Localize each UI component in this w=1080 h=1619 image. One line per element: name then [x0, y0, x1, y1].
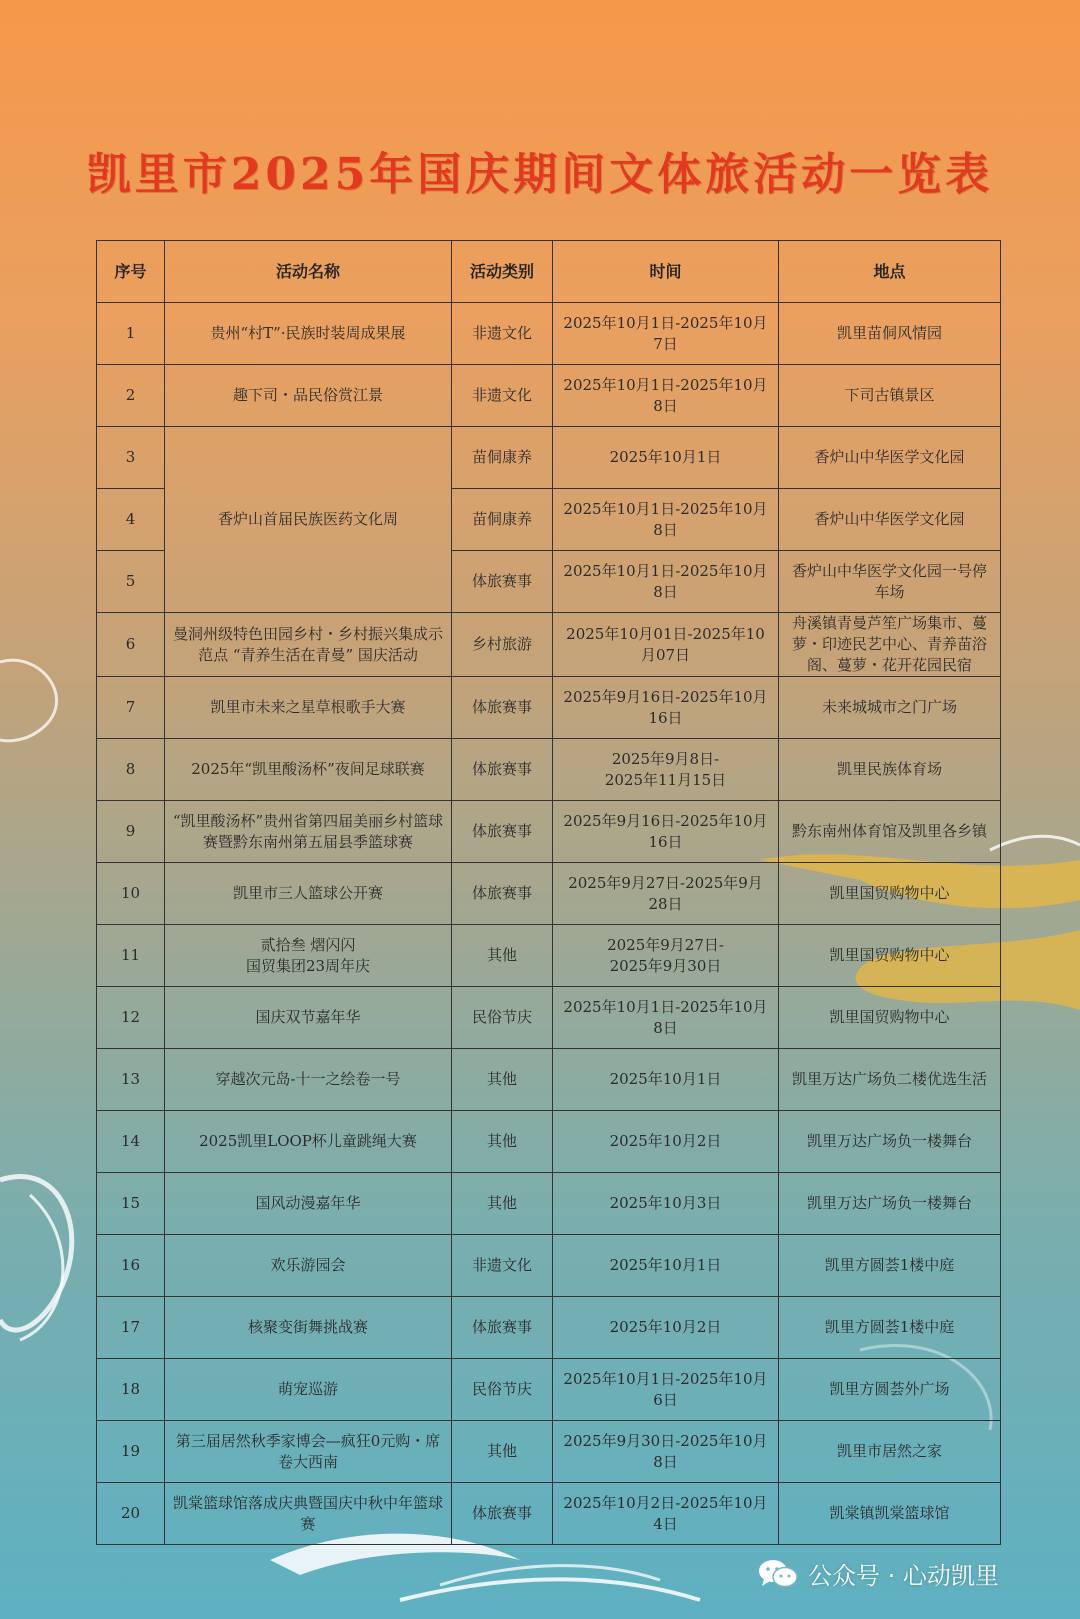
row-time-cell: 2025年9月16日-2025年10月16日: [553, 801, 779, 863]
row-name-cell: 核聚变街舞挑战赛: [165, 1297, 452, 1359]
table-row: [97, 1049, 1001, 1111]
table-row: [97, 1111, 1001, 1173]
page-title: 凯里市2025年国庆期间文体旅活动一览表: [86, 149, 994, 200]
row-seq-cell: 7: [97, 677, 165, 739]
row-time-cell: 2025年10月1日-2025年10月7日: [553, 303, 779, 365]
row-category-cell: 乡村旅游: [452, 613, 553, 677]
row-name-cell: 穿越次元岛-十一之绘卷一号: [165, 1049, 452, 1111]
row-time-cell: 2025年9月30日-2025年10月8日: [553, 1421, 779, 1483]
row-place-cell: 凯里国贸购物中心: [779, 863, 1001, 925]
row-time-cell: 2025年10月1日-2025年10月8日: [553, 489, 779, 551]
row-seq-cell: 10: [97, 863, 165, 925]
row-time-cell: 2025年10月1日-2025年10月8日: [553, 365, 779, 427]
row-category-cell: 非遗文化: [452, 365, 553, 427]
table-row: [97, 925, 1001, 987]
row-category-cell: 体旅赛事: [452, 863, 553, 925]
wechat-icon: [758, 1558, 798, 1590]
row-place-cell: 凯里万达广场负二楼优选生活: [779, 1049, 1001, 1111]
row-seq-cell: 8: [97, 739, 165, 801]
row-time-cell: 2025年9月16日-2025年10月16日: [553, 677, 779, 739]
row-name-cell: 凯里市三人篮球公开赛: [165, 863, 452, 925]
column-header-category: 活动类别: [452, 241, 553, 303]
row-place-cell: 凯里万达广场负一楼舞台: [779, 1173, 1001, 1235]
row-place-cell: 凯里方圆荟1楼中庭: [779, 1235, 1001, 1297]
row-place-cell: 凯里方圆荟外广场: [779, 1359, 1001, 1421]
row-time-cell: 2025年10月2日-2025年10月4日: [553, 1483, 779, 1545]
watermark: [758, 1556, 999, 1591]
row-category-cell: 体旅赛事: [452, 801, 553, 863]
row-place-cell: 黔东南州体育馆及凯里各乡镇: [779, 801, 1001, 863]
activity-table: [96, 240, 1001, 1545]
table-row: [97, 365, 1001, 427]
column-header-seq: 序号: [97, 241, 165, 303]
column-header-place: 地点: [779, 241, 1001, 303]
row-seq-cell: 14: [97, 1111, 165, 1173]
row-category-cell: 非遗文化: [452, 1235, 553, 1297]
table-row: [97, 863, 1001, 925]
left-wave-top: [0, 660, 57, 741]
row-seq-cell: 6: [97, 613, 165, 677]
column-header-time: 时间: [553, 241, 779, 303]
row-place-cell: 凯棠镇凯棠篮球馆: [779, 1483, 1001, 1545]
row-category-cell: 其他: [452, 1111, 553, 1173]
row-place-cell: 凯里市居然之家: [779, 1421, 1001, 1483]
table-row: [97, 303, 1001, 365]
row-category-cell: 其他: [452, 925, 553, 987]
row-seq-cell: 11: [97, 925, 165, 987]
table-row: [97, 1297, 1001, 1359]
table-row: [97, 987, 1001, 1049]
row-time-cell: 2025年10月1日-2025年10月8日: [553, 551, 779, 613]
row-name-cell: 2025凯里LOOP杯儿童跳绳大赛: [165, 1111, 452, 1173]
row-category-cell: 苗侗康养: [452, 427, 553, 489]
table-row: [97, 427, 1001, 489]
row-name-cell: 2025年“凯里酸汤杯”夜间足球联赛: [165, 739, 452, 801]
row-time-cell: 2025年10月1日-2025年10月8日: [553, 987, 779, 1049]
row-place-cell: 凯里国贸购物中心: [779, 925, 1001, 987]
row-time-cell: 2025年10月1日: [553, 1235, 779, 1297]
table-body: [97, 303, 1001, 1545]
row-name-cell: 国风动漫嘉年华: [165, 1173, 452, 1235]
table-header-row: [97, 241, 1001, 303]
row-name-cell: 欢乐游园会: [165, 1235, 452, 1297]
row-name-cell: 凯里市未来之星草根歌手大赛: [165, 677, 452, 739]
row-place-cell: 凯里方圆荟1楼中庭: [779, 1297, 1001, 1359]
table-row: [97, 1235, 1001, 1297]
row-time-cell: 2025年9月27日- 2025年9月30日: [553, 925, 779, 987]
table-row: [97, 1359, 1001, 1421]
row-name-cell: 国庆双节嘉年华: [165, 987, 452, 1049]
row-seq-cell: 18: [97, 1359, 165, 1421]
row-seq-cell: 1: [97, 303, 165, 365]
row-time-cell: 2025年9月8日- 2025年11月15日: [553, 739, 779, 801]
row-time-cell: 2025年10月1日: [553, 427, 779, 489]
row-seq-cell: 9: [97, 801, 165, 863]
row-seq-cell: 2: [97, 365, 165, 427]
row-place-cell: 凯里苗侗风情园: [779, 303, 1001, 365]
row-category-cell: 其他: [452, 1421, 553, 1483]
row-seq-cell: 17: [97, 1297, 165, 1359]
table-row: [97, 677, 1001, 739]
row-time-cell: 2025年10月2日: [553, 1111, 779, 1173]
row-name-cell: “凯里酸汤杯”贵州省第四届美丽乡村篮球赛暨黔东南州第五届县季篮球赛: [165, 801, 452, 863]
row-seq-cell: 4: [97, 489, 165, 551]
row-category-cell: 体旅赛事: [452, 1297, 553, 1359]
row-place-cell: 香炉山中华医学文化园一号停车场: [779, 551, 1001, 613]
row-place-cell: 未来城城市之门广场: [779, 677, 1001, 739]
row-category-cell: 体旅赛事: [452, 739, 553, 801]
row-seq-cell: 20: [97, 1483, 165, 1545]
row-name-cell: 萌宠巡游: [165, 1359, 452, 1421]
row-category-cell: 民俗节庆: [452, 987, 553, 1049]
row-time-cell: 2025年10月3日: [553, 1173, 779, 1235]
row-place-cell: 香炉山中华医学文化园: [779, 489, 1001, 551]
table-row: [97, 1421, 1001, 1483]
row-name-cell: 趣下司・品民俗赏江景: [165, 365, 452, 427]
row-seq-cell: 16: [97, 1235, 165, 1297]
row-category-cell: 其他: [452, 1173, 553, 1235]
right-white-wave: [990, 836, 1080, 850]
row-place-cell: 舟溪镇青曼芦笙广场集市、蔓萝・印迹民艺中心、青养苗浴阁、蔓萝・花开花园民宿: [779, 613, 1001, 677]
row-name-cell: 凯棠篮球馆落成庆典暨国庆中秋中年篮球赛: [165, 1483, 452, 1545]
row-category-cell: 体旅赛事: [452, 677, 553, 739]
row-time-cell: 2025年10月1日: [553, 1049, 779, 1111]
table-row: [97, 739, 1001, 801]
row-seq-cell: 19: [97, 1421, 165, 1483]
row-seq-cell: 15: [97, 1173, 165, 1235]
row-seq-cell: 3: [97, 427, 165, 489]
row-time-cell: 2025年10月2日: [553, 1297, 779, 1359]
row-seq-cell: 13: [97, 1049, 165, 1111]
row-seq-cell: 5: [97, 551, 165, 613]
row-place-cell: 凯里民族体育场: [779, 739, 1001, 801]
table-row: [97, 613, 1001, 677]
row-time-cell: 2025年10月01日-2025年10月07日: [553, 613, 779, 677]
row-time-cell: 2025年9月27日-2025年9月28日: [553, 863, 779, 925]
column-header-name: 活动名称: [165, 241, 452, 303]
row-place-cell: 香炉山中华医学文化园: [779, 427, 1001, 489]
row-name-cell: 第三届居然秋季家博会—疯狂0元购・席卷大西南: [165, 1421, 452, 1483]
row-category-cell: 体旅赛事: [452, 551, 553, 613]
table-row: [97, 801, 1001, 863]
table-row: [97, 1483, 1001, 1545]
row-name-cell: 曼洞州级特色田园乡村・乡村振兴集成示范点 “青养生活在青曼” 国庆活动: [165, 613, 452, 677]
row-category-cell: 非遗文化: [452, 303, 553, 365]
row-time-cell: 2025年10月1日-2025年10月6日: [553, 1359, 779, 1421]
row-name-cell: 香炉山首届民族医药文化周: [165, 427, 452, 613]
row-name-cell: 贵州“村T”·民族时装周成果展: [165, 303, 452, 365]
row-category-cell: 苗侗康养: [452, 489, 553, 551]
row-place-cell: 凯里万达广场负一楼舞台: [779, 1111, 1001, 1173]
row-seq-cell: 12: [97, 987, 165, 1049]
row-place-cell: 凯里国贸购物中心: [779, 987, 1001, 1049]
row-category-cell: 体旅赛事: [452, 1483, 553, 1545]
row-category-cell: 民俗节庆: [452, 1359, 553, 1421]
watermark-text: 公众号 · 心动凯里: [808, 1562, 999, 1590]
row-place-cell: 下司古镇景区: [779, 365, 1001, 427]
row-category-cell: 其他: [452, 1049, 553, 1111]
table-row: [97, 1173, 1001, 1235]
row-name-cell: 贰拾叁 熠闪闪 国贸集团23周年庆: [165, 925, 452, 987]
